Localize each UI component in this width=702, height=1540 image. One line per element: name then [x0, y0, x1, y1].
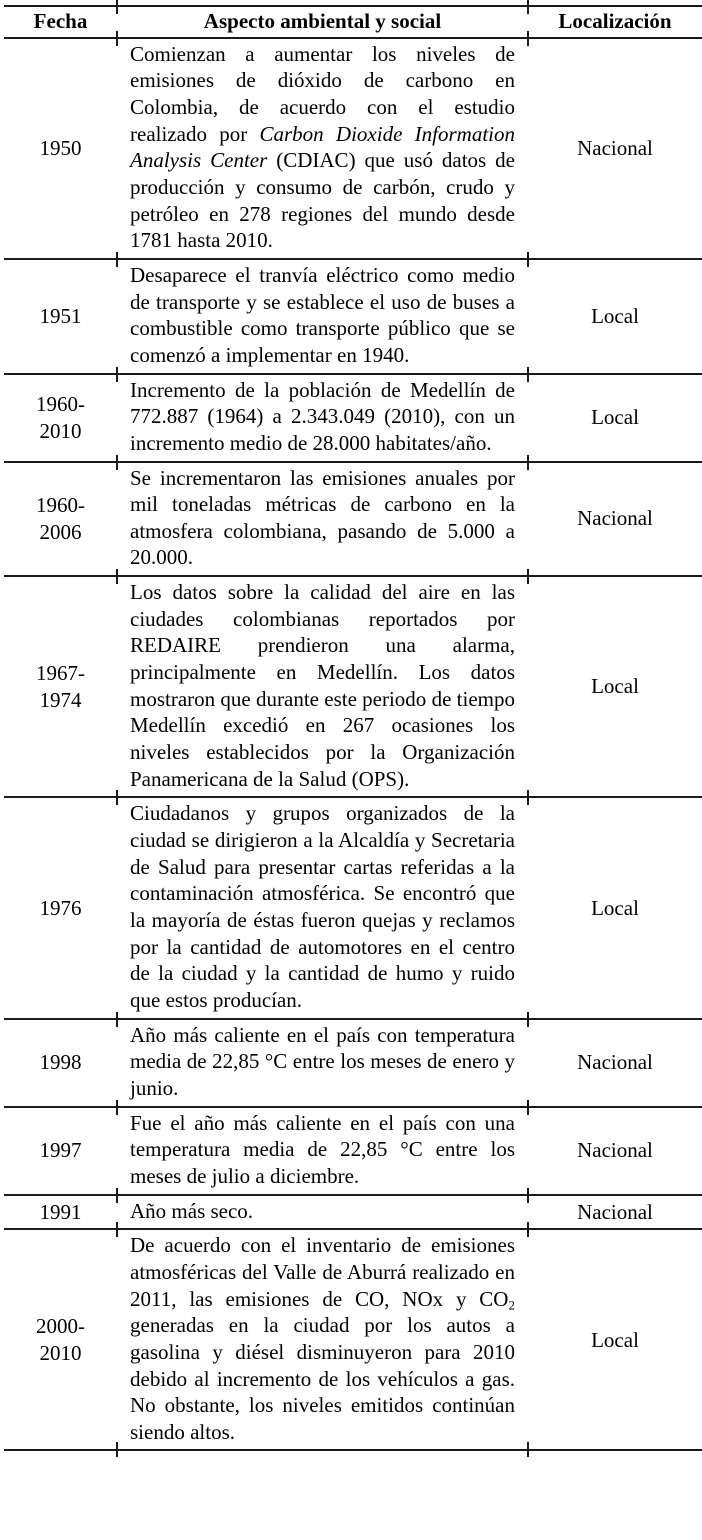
cell-fecha: 1951	[4, 259, 117, 374]
cell-aspecto	[117, 797, 528, 1018]
cell-localizacion: Local	[528, 797, 702, 1018]
cell-localizacion: Local	[528, 1229, 702, 1450]
cell-fecha: 2000-2010	[4, 1229, 117, 1450]
cell-aspecto	[117, 576, 528, 797]
aspecto-text: (CDIAC) que usó datos de producción y consumo de carbón, crudo y petróleo en 278 regiones del mundo desde 1781 hasta 2010.	[130, 148, 515, 253]
table-body	[4, 38, 702, 1451]
table-row	[4, 374, 702, 462]
table-row	[4, 1019, 702, 1107]
header-row	[4, 6, 702, 38]
cell-fecha: 1950	[4, 38, 117, 259]
aspecto-text: De acuerdo con el inventario de emisiones atmosféricas del Valle de Aburrá realizado en 2011, las emisiones de CO, NOx y CO	[130, 1233, 515, 1311]
cell-aspecto	[117, 1019, 528, 1107]
column-header-localizacion: Localización	[528, 6, 702, 38]
cell-localizacion: Nacional	[528, 462, 702, 577]
cell-localizacion: Nacional	[528, 1107, 702, 1195]
cell-fecha: 1991	[4, 1195, 117, 1230]
cell-fecha: 1960-2010	[4, 374, 117, 462]
aspecto-text: Fue el año más caliente en el país con una temperatura media de 22,85 °C entre los meses de julio a diciembre.	[130, 1110, 515, 1188]
cell-aspecto	[117, 259, 528, 374]
cell-fecha: 1967-1974	[4, 576, 117, 797]
aspecto-text: Se incrementaron las emisiones anuales por mil toneladas métricas de carbono en la atmosfera colombiana, pasando de 5.000 a 20.000.	[130, 465, 515, 570]
aspecto-text-italic: Carbon Dioxide Information Analysis Center	[130, 121, 515, 173]
cell-aspecto	[117, 38, 528, 259]
cell-localizacion: Local	[528, 374, 702, 462]
table-row	[4, 576, 702, 797]
aspecto-text: Incremento de la población de Medellín de 772.887 (1964) a 2.343.049 (2010), con un incremento medio de 28.000 habitates/año.	[130, 377, 515, 455]
cell-aspecto	[117, 374, 528, 462]
table-row	[4, 259, 702, 374]
table-row	[4, 38, 702, 259]
column-header-fecha: Fecha	[4, 6, 117, 38]
table-row	[4, 797, 702, 1018]
cell-localizacion: Nacional	[528, 1019, 702, 1107]
cell-fecha: 1997	[4, 1107, 117, 1195]
table-row	[4, 1229, 702, 1450]
aspecto-text: Los datos sobre la calidad del aire en las ciudades colombianas reportados por REDAIRE prendieron una alarma, principalmente en Medellín. Los datos mostraron que durante este periodo de tiempo Medellín excedió en 267 ocasiones los niveles establecidos por la Organización Panamericana de la Salud (OPS).	[130, 580, 515, 791]
environmental-timeline-table	[4, 5, 702, 1451]
aspecto-text: generadas en la ciudad por los autos a gasolina y diésel disminuyeron para 2010 debido al incremento de los vehículos a gas. No obstante, los niveles emitidos continúan siendo altos.	[130, 1313, 515, 1444]
aspecto-text: Ciudadanos y grupos organizados de la ciudad se dirigieron a la Alcaldía y Secretaria de Salud para presentar cartas referidas a la contaminación atmosférica. Se encontró que la mayoría de éstas fueron quejas y reclamos por la cantidad de automotores en el centro de la ciudad y la cantidad de humo y ruido que estos producían.	[130, 801, 515, 1012]
cell-aspecto	[117, 1195, 528, 1230]
table-row	[4, 1195, 702, 1230]
aspecto-text-subscript: 2	[508, 1296, 515, 1312]
aspecto-text: Comienzan a aumentar los niveles de emisiones de dióxido de carbono en Colombia, de acuerdo con el estudio realizado por	[130, 41, 515, 146]
aspecto-text: Desaparece el tranvía eléctrico como medio de transporte y se establece el uso de buses a combustible como transporte público que se comenzó a implementar en 1940.	[130, 262, 515, 367]
table-row	[4, 1107, 702, 1195]
column-header-aspecto: Aspecto ambiental y social	[117, 6, 528, 38]
cell-localizacion: Nacional	[528, 38, 702, 259]
table-row	[4, 462, 702, 577]
aspecto-text: Año más seco.	[130, 1198, 254, 1223]
cell-aspecto	[117, 462, 528, 577]
cell-aspecto	[117, 1107, 528, 1195]
cell-fecha: 1960-2006	[4, 462, 117, 577]
cell-fecha: 1998	[4, 1019, 117, 1107]
cell-localizacion: Nacional	[528, 1195, 702, 1230]
cell-localizacion: Local	[528, 576, 702, 797]
cell-localizacion: Local	[528, 259, 702, 374]
cell-aspecto	[117, 1229, 528, 1450]
cell-fecha: 1976	[4, 797, 117, 1018]
aspecto-text: Año más caliente en el país con temperatura media de 22,85 °C entre los meses de enero y junio.	[130, 1022, 515, 1100]
